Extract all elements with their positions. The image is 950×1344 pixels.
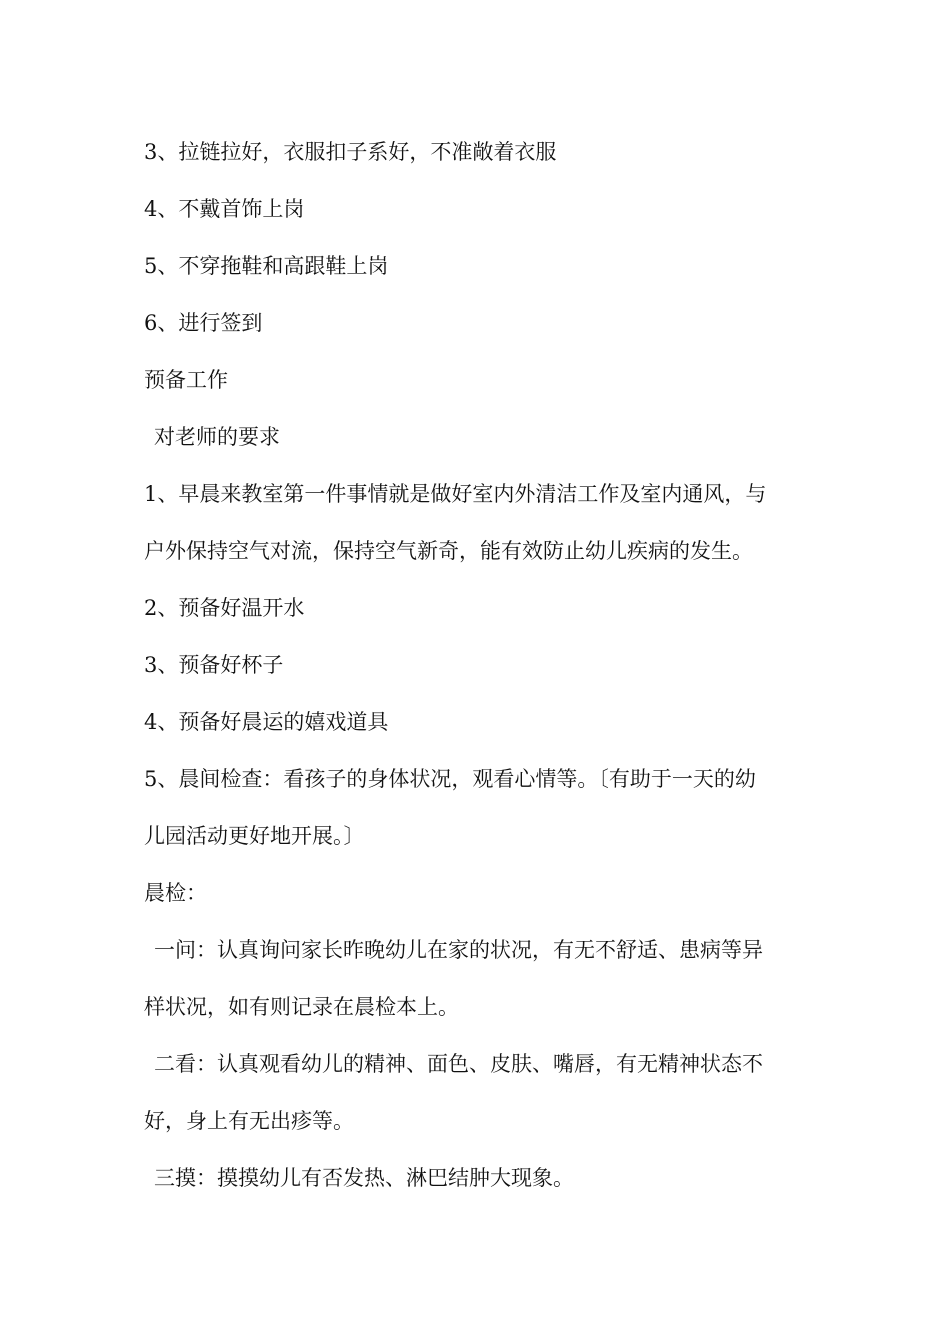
- subsection-heading: 对老师的要求: [154, 425, 280, 449]
- text-line: 2、预备好温开水: [144, 596, 305, 620]
- text-line: 4、预备好晨运的嬉戏道具: [144, 710, 389, 734]
- section-heading: 晨检：: [144, 881, 207, 905]
- text-line: 一问：认真询问家长昨晚幼儿在家的状况，有无不舒适、患病等异: [154, 938, 763, 962]
- text-line: 样状况，如有则记录在晨检本上。: [144, 995, 459, 1019]
- text-line: 二看：认真观看幼儿的精神、面色、皮肤、嘴唇，有无精神状态不: [154, 1052, 763, 1076]
- text-line: 3、预备好杯子: [144, 653, 284, 677]
- text-line: 5、不穿拖鞋和高跟鞋上岗: [144, 254, 389, 278]
- document-body: [144, 130, 814, 1213]
- text-line: 儿园活动更好地开展。〕: [144, 824, 365, 848]
- text-line: 3、拉链拉好，衣服扣子系好，不准敞着衣服: [144, 140, 557, 164]
- section-heading: 预备工作: [144, 368, 228, 392]
- text-line: 6、进行签到: [144, 311, 263, 335]
- text-line: 三摸：摸摸幼儿有否发热、淋巴结肿大现象。: [154, 1166, 574, 1190]
- text-line: 户外保持空气对流，保持空气新奇，能有效防止幼儿疾病的发生。: [144, 539, 753, 563]
- text-line: 5、晨间检查：看孩子的身体状况，观看心情等。〔有助于一天的幼: [144, 767, 756, 791]
- text-line: 4、不戴首饰上岗: [144, 197, 305, 221]
- text-line: 1、早晨来教室第一件事情就是做好室内外清洁工作及室内通风，与: [144, 482, 767, 506]
- text-line: 好，身上有无出疹等。: [144, 1109, 354, 1133]
